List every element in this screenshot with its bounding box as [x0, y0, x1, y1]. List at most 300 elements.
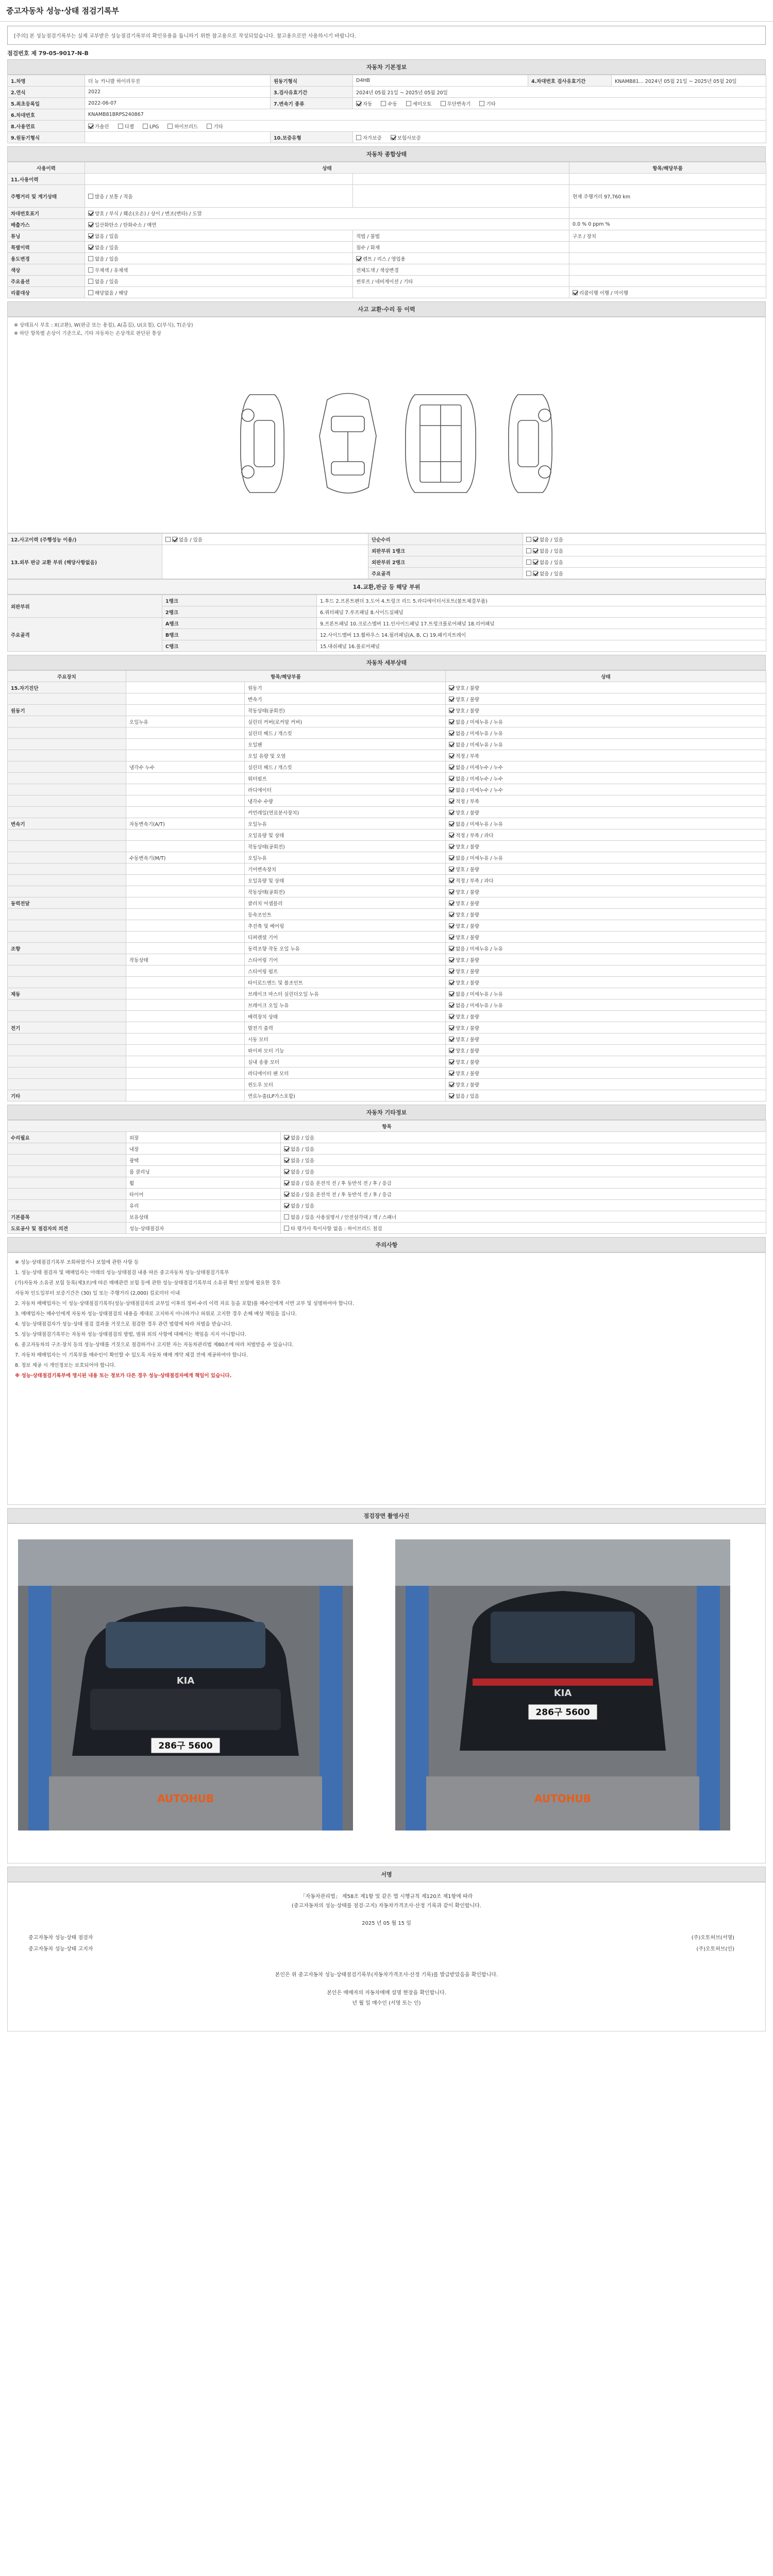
detail-subgroup	[126, 1045, 245, 1056]
checkbox-rent	[356, 256, 361, 261]
detail-subgroup	[126, 931, 245, 943]
detail-group	[8, 909, 126, 920]
detail-subgroup	[126, 1022, 245, 1033]
general-row-label: 주행거리 및 계기상태	[8, 185, 85, 208]
detail-checkbox	[449, 844, 454, 849]
notifier-name: (주)오토허브(인)	[696, 1946, 734, 1952]
detail-state-text: 양호 / 불량	[456, 810, 479, 816]
front-photo	[18, 1539, 353, 1831]
exchange-parts-table	[7, 595, 766, 652]
detail-checkbox	[449, 719, 454, 724]
general-row	[8, 185, 766, 208]
detail-state	[446, 727, 766, 739]
other-group: 수리필요	[8, 1132, 126, 1143]
detail-state-text: 없음 / 미세누수 / 누수	[456, 776, 503, 782]
other-item: 성능·상태점검자	[126, 1223, 281, 1234]
detail-item: 작동상태(공회전)	[245, 841, 446, 852]
detail-group	[8, 852, 126, 863]
detail-subgroup: 냉각수 누수	[126, 761, 245, 773]
detail-item: 타이로드엔드 및 볼조인트	[245, 977, 446, 988]
detail-subgroup	[126, 739, 245, 750]
detail-item: 작동상태(공회전)	[245, 886, 446, 897]
detail-checkbox	[449, 799, 454, 804]
frame-rank-label: B랭크	[162, 629, 317, 640]
detail-group	[8, 1011, 126, 1022]
detail-item: 스티어링 기어	[245, 954, 446, 965]
checkbox-lpg	[143, 124, 148, 129]
detail-item: 워터펌프	[245, 773, 446, 784]
other-info-table	[7, 1120, 766, 1234]
detail-row	[8, 1022, 766, 1033]
general-row-label: 튜닝	[8, 230, 85, 242]
general-row	[8, 219, 766, 230]
accident-value: 없음 / 있음	[162, 534, 368, 545]
detail-state-text: 없음 / 미세누유 / 누유	[456, 821, 503, 827]
panel-exchange-value	[162, 545, 368, 579]
detail-row	[8, 943, 766, 954]
detail-row	[8, 920, 766, 931]
damage-legend-note: ※ 하단 항목별 손상이 기준으로, 기타 자동차는 손상개로 판단된 통상	[14, 331, 161, 336]
detail-checkbox	[449, 1003, 454, 1008]
other-group	[8, 1166, 126, 1177]
general-row-b: 썬루프 / 네비게이션 / 기타	[353, 276, 569, 287]
notes-line: 5. 성능·상태점검기록부는 자동차 성능·상태점검의 방법, 범위 외의 사항에 대해서는 책임을 지지 아니합니다.	[15, 1332, 246, 1337]
detail-checkbox	[449, 1048, 454, 1053]
general-row-label: 리콜대상	[8, 287, 85, 298]
detail-row	[8, 1033, 766, 1045]
detail-state	[446, 1033, 766, 1045]
detail-state-text: 양호 / 불량	[456, 685, 479, 691]
general-row-c	[569, 174, 766, 185]
rear-badge: KIA	[553, 1688, 572, 1699]
other-state-text: 타 평가사 특이사항 없음 : 하이브리드 점검	[291, 1226, 382, 1232]
detail-state-text: 없음 / 미세누유 / 누유	[456, 855, 503, 861]
basic-value-year: 2022	[85, 87, 271, 98]
checkbox-usage-none	[88, 256, 93, 261]
basic-value-inspection: 2024년 05월 21일 ~ 2025년 05월 20일	[353, 87, 766, 98]
frame-rank-parts: 6.쿼터패널 7.루프패널 8.사이드실패널	[317, 606, 766, 618]
detail-state	[446, 1079, 766, 1090]
simple-repair-value: 없음 / 있음	[523, 534, 766, 545]
detail-checkbox	[449, 685, 454, 690]
general-row-a: 양호 / 부식 / 훼손(오손) / 상이 / 변조(변타) / 도말	[85, 208, 569, 219]
detail-checkbox	[449, 1037, 454, 1042]
photos-title: 점검장면 촬영사진	[7, 1508, 766, 1523]
other-item: 외장	[126, 1132, 281, 1143]
detail-row	[8, 739, 766, 750]
other-group	[8, 1143, 126, 1155]
general-head-usage: 사용이력	[8, 162, 85, 174]
detail-row	[8, 761, 766, 773]
detail-subgroup: 오일누유	[126, 716, 245, 727]
detail-item: 연료누출(LP가스포함)	[245, 1090, 446, 1101]
checkbox-auto	[356, 101, 361, 106]
detail-state	[446, 886, 766, 897]
general-row-a: 없음 / 있음	[85, 276, 353, 287]
other-group	[8, 1200, 126, 1211]
detail-row	[8, 909, 766, 920]
notes-line: 8. 정보 제공 시 개인정보는 보호되어야 합니다.	[15, 1363, 116, 1368]
other-group	[8, 1155, 126, 1166]
other-checkbox	[284, 1203, 289, 1208]
detail-checkbox	[449, 935, 454, 940]
detail-item: 오일팬	[245, 739, 446, 750]
detail-group: 조향	[8, 943, 126, 954]
checkbox-hybrid	[167, 124, 173, 129]
detail-subgroup	[126, 705, 245, 716]
detail-state	[446, 818, 766, 829]
detail-group: 기타	[8, 1090, 126, 1101]
detail-row	[8, 716, 766, 727]
detail-state-text: 양호 / 불량	[456, 844, 479, 850]
general-row	[8, 264, 766, 276]
general-row-label: 주요옵션	[8, 276, 85, 287]
detail-group: 변속기	[8, 818, 126, 829]
detail-state	[446, 807, 766, 818]
checkbox-insurance-warranty	[391, 135, 396, 140]
front-watermark: AUTOHUB	[157, 1792, 214, 1805]
detail-subgroup	[126, 977, 245, 988]
detail-subgroup	[126, 693, 245, 705]
detail-state	[446, 682, 766, 693]
outer-panel-group: 외판부위	[8, 595, 162, 618]
detail-state	[446, 852, 766, 863]
detail-item: 배력장치 상태	[245, 1011, 446, 1022]
checkbox-recall-done	[573, 290, 578, 295]
general-head-state: 상태	[85, 162, 569, 174]
checkbox-frame-none	[526, 571, 531, 576]
general-row-label: 배출가스	[8, 219, 85, 230]
inspector-label: 중고자동차 성능·상태 점검자	[28, 1935, 93, 1941]
detail-item: 원동기	[245, 682, 446, 693]
general-row-b: 렌트 / 리스 / 영업용	[353, 253, 569, 264]
detail-row	[8, 841, 766, 852]
detail-group	[8, 784, 126, 795]
other-item: 유리	[126, 1200, 281, 1211]
document-title: 중고자동차 성능·상태 점검기록부	[6, 6, 120, 15]
detail-state-text: 양호 / 불량	[456, 912, 479, 918]
detail-item: 오일 유량 및 오염	[245, 750, 446, 761]
general-row-a: 많음 / 보통 / 적음	[85, 185, 353, 208]
detail-subgroup	[126, 1090, 245, 1101]
detail-group	[8, 1067, 126, 1079]
checkbox-semi	[406, 101, 411, 106]
detail-row	[8, 1067, 766, 1079]
other-row	[8, 1211, 766, 1223]
checkbox-frame-yes	[533, 571, 538, 576]
notes-line: ※ 성능·상태점검기록부 조회하였거나 보험에 관한 사항 등	[15, 1260, 139, 1265]
detail-item: 변속기	[245, 693, 446, 705]
detail-state	[446, 988, 766, 999]
detail-item: 실린더 커버(로커암 커버)	[245, 716, 446, 727]
document-header	[0, 0, 773, 22]
other-state	[281, 1143, 766, 1155]
other-item: 휠	[126, 1177, 281, 1189]
detail-item: 동력조향 작동 오일 누유	[245, 943, 446, 954]
detail-state	[446, 965, 766, 977]
other-checkbox	[284, 1146, 289, 1151]
detail-group: 원동기	[8, 705, 126, 716]
general-row	[8, 276, 766, 287]
detail-item: 추진축 및 베어링	[245, 920, 446, 931]
frame-rank-label: 1랭크	[162, 595, 317, 606]
detail-state-text: 양호 / 불량	[456, 923, 479, 929]
detail-state	[446, 1011, 766, 1022]
general-row-c	[569, 242, 766, 253]
notifier-label: 중고자동차 성능·상태 고지자	[28, 1946, 93, 1952]
detail-row	[8, 773, 766, 784]
detail-group	[8, 807, 126, 818]
detail-item: 디퍼렌셜 기어	[245, 931, 446, 943]
detail-checkbox	[449, 1082, 454, 1087]
checkbox-other-trans	[479, 101, 484, 106]
detail-group	[8, 693, 126, 705]
general-row-c: 구조 / 장치	[569, 230, 766, 242]
buyer-statement: 본인은 매매자의 자동차매매 설명 현장을 확인합니다.	[327, 1990, 446, 1996]
general-row-c	[569, 276, 766, 287]
detail-row	[8, 852, 766, 863]
detail-group	[8, 875, 126, 886]
checkbox-rank1-yes	[533, 548, 538, 553]
detail-state-text: 없음 / 미세누유 / 누유	[456, 946, 503, 952]
detail-row	[8, 807, 766, 818]
detail-state-text: 양호 / 불량	[456, 708, 479, 714]
other-item: 광택	[126, 1155, 281, 1166]
checkbox-special-none	[88, 245, 93, 250]
detail-head-item: 항목/해당부품	[126, 671, 446, 682]
detail-checkbox	[449, 878, 454, 883]
damage-title: 사고 교환·수리 등 이력	[7, 301, 766, 317]
general-row-b	[353, 174, 569, 185]
detail-state	[446, 795, 766, 807]
basic-info-title: 자동차 기본정보	[7, 59, 766, 75]
detail-group	[8, 1033, 126, 1045]
detail-subgroup	[126, 1067, 245, 1079]
other-row	[8, 1223, 766, 1234]
other-state-text: 없음 / 있음	[291, 1169, 314, 1175]
other-row	[8, 1155, 766, 1166]
detail-state	[446, 750, 766, 761]
detail-state-text: 양호 / 불량	[456, 901, 479, 907]
detail-state-text: 양호 / 불량	[456, 1037, 479, 1043]
detail-state-text: 없음 / 미세누유 / 누유	[456, 731, 503, 737]
detail-checkbox	[449, 1025, 454, 1030]
general-row	[8, 230, 766, 242]
detail-checkbox	[449, 1071, 454, 1076]
other-checkbox	[284, 1192, 289, 1197]
notes-line: (가)자동차 소유권 보험 등록(제3조)에 따른 매매관련 보험 등에 관한 성능·상태점검기록부의 소유권 확인 보험에 필요한 경우	[15, 1280, 281, 1286]
detail-checkbox	[449, 923, 454, 928]
other-item: 룸 클리닝	[126, 1166, 281, 1177]
detail-item: 커먼레일(연료분사장치)	[245, 807, 446, 818]
detail-row	[8, 1011, 766, 1022]
general-row-a: 없음 / 있음	[85, 230, 353, 242]
outer-rank2-label: 외판부위 2랭크	[368, 556, 523, 568]
panel-exchange-label: 13.외부 판금 교환 부위 (해당사항없음)	[8, 545, 162, 579]
detail-checkbox	[449, 753, 454, 758]
detail-group	[8, 886, 126, 897]
checkbox-rank2-yes	[533, 560, 538, 565]
other-checkbox	[284, 1135, 289, 1140]
detail-row	[8, 977, 766, 988]
detail-group	[8, 716, 126, 727]
detail-item: 오일누유	[245, 852, 446, 863]
detail-item: 브레이크 마스터 실린더오일 누유	[245, 988, 446, 999]
detail-subgroup: 수동변속기(M/T)	[126, 852, 245, 863]
general-row-c: 리콜이행 이행 / 미이행	[569, 287, 766, 298]
detail-state	[446, 1067, 766, 1079]
other-state	[281, 1223, 766, 1234]
notes-line: 2. 자동차 매매업자는 이 성능·상태점검기록부(성능·상태점검자의 교부일 이후의 정비·수리 이력 자료 등을 포함)를 매수인에게 서면 교부 및 설명하여야 합니다.	[15, 1301, 355, 1307]
basic-value-motor	[85, 132, 271, 143]
detail-group	[8, 750, 126, 761]
detail-item: 실내 송풍 모터	[245, 1056, 446, 1067]
detail-state-text: 양호 / 불량	[456, 935, 479, 941]
detail-group	[8, 965, 126, 977]
detail-checkbox	[449, 731, 454, 736]
general-row-label: 특별이력	[8, 242, 85, 253]
notes-line: 3. 매매업자는 매수인에게 자동차 성능·상태점검의 내용을 제대로 고지하지 아니하거나 허위로 고지한 경우 손해 배상 책임을 집니다.	[15, 1311, 297, 1317]
detail-subgroup	[126, 750, 245, 761]
other-state	[281, 1177, 766, 1189]
basic-value-warranty: 자가보증 보험사보증	[353, 132, 766, 143]
detail-row	[8, 727, 766, 739]
exchange-parts-title: 14.교환,판금 등 해당 부위	[7, 579, 766, 595]
detail-group	[8, 829, 126, 841]
car-outline-diagram	[229, 384, 559, 503]
detail-subgroup	[126, 841, 245, 852]
sign-title: 서명	[7, 1867, 766, 1882]
detail-state-text: 적정 / 부족 / 과다	[456, 833, 494, 839]
other-checkbox	[284, 1158, 289, 1163]
basic-label-registered: 5.최초등록일	[8, 98, 85, 109]
basic-label-motor: 9.원동기형식	[8, 132, 85, 143]
general-row	[8, 208, 766, 219]
detail-state	[446, 716, 766, 727]
frame-rank-parts: 15.대쉬패널 16.플로어패널	[317, 640, 766, 652]
detail-group	[8, 739, 126, 750]
general-row-a: 없음 / 있음	[85, 253, 353, 264]
detail-state	[446, 773, 766, 784]
detail-group: 전기	[8, 1022, 126, 1033]
detail-subgroup	[126, 727, 245, 739]
main-frame-label: 주요골격	[368, 568, 523, 579]
damage-legend-symbols: ※ 상태표시 부호 : X(교환), W(판금 또는 용접), A(흠집), U(요철), C(부식), T(손상)	[14, 323, 193, 328]
detail-state	[446, 739, 766, 750]
notes-title: 주의사항	[7, 1237, 766, 1252]
other-checkbox	[284, 1214, 289, 1219]
notes-line: 1. 성능·상태 점검자 및 매매업자는 아래의 성능·상태점검 내용 따른 중고자동차 성능·상태점검기록부	[15, 1270, 229, 1276]
other-row	[8, 1200, 766, 1211]
other-checkbox	[284, 1226, 289, 1231]
sign-box	[7, 1882, 766, 2031]
detail-row	[8, 875, 766, 886]
detail-item: 와이퍼 모터 기능	[245, 1045, 446, 1056]
detail-group	[8, 773, 126, 784]
detail-item: 등속조인트	[245, 909, 446, 920]
general-row-c	[569, 208, 766, 219]
detail-item: 윈도우 모터	[245, 1079, 446, 1090]
detail-group	[8, 863, 126, 875]
general-head-parts: 항목/해당부품	[569, 162, 766, 174]
other-group: 도로공사 및 점검자의 의견	[8, 1223, 126, 1234]
detail-state-text: 양호 / 불량	[456, 957, 479, 963]
detail-state	[446, 875, 766, 886]
detail-item: 라디에이터 팬 모터	[245, 1067, 446, 1079]
detail-head-device: 주요장치	[8, 671, 126, 682]
other-group	[8, 1189, 126, 1200]
other-checkbox	[284, 1169, 289, 1174]
detail-subgroup	[126, 1056, 245, 1067]
basic-value-vin2: KNAMB81BRPS240867	[85, 109, 766, 121]
checkbox-repair-yes	[533, 537, 538, 542]
notes-line: 자동차 인도일부터 보증기간은 (30) 일 또는 주행거리 (2,000) 킬로미터 이내	[15, 1291, 180, 1296]
notes-box	[7, 1252, 766, 1505]
detail-subgroup	[126, 965, 245, 977]
detail-subgroup: 작동상태	[126, 954, 245, 965]
general-state-title: 자동차 종합상태	[7, 146, 766, 162]
detail-state-text: 양호 / 불량	[456, 1048, 479, 1054]
checkbox-mileage-many	[88, 194, 93, 199]
basic-label-vin: 4.차대번호 검사유효기간	[528, 75, 612, 87]
notes-line: 7. 자동차 매매업자는 이 기록부를 매수인이 확인할 수 있도록 자동차 매매 계약 체결 전에 제공하여야 합니다.	[15, 1352, 248, 1358]
detail-row	[8, 784, 766, 795]
detail-subgroup	[126, 943, 245, 954]
basic-value-vin: KNAMB81... 2024년 05월 21일 ~ 2025년 05월 20일	[612, 75, 766, 87]
general-row-c	[569, 264, 766, 276]
checkbox-achromatic	[88, 267, 93, 273]
basic-label-inspection: 3.검사유효기간	[271, 87, 353, 98]
frame-rank-label: A랭크	[162, 618, 317, 629]
detail-group	[8, 795, 126, 807]
detail-subgroup	[126, 863, 245, 875]
detail-row	[8, 682, 766, 693]
detail-state-text: 없음 / 미세누유 / 누유	[456, 1003, 503, 1009]
checkbox-rank2-none	[526, 560, 531, 565]
checkbox-accident-none	[165, 537, 171, 542]
detail-group	[8, 761, 126, 773]
general-row-c	[569, 253, 766, 264]
general-row	[8, 253, 766, 264]
checkbox-manual	[381, 101, 386, 106]
basic-value-engine: D4HB	[353, 75, 528, 87]
main-frame-value: 없음 / 있음	[523, 568, 766, 579]
detail-checkbox	[449, 980, 454, 985]
other-state-text: 없음 / 있음	[291, 1135, 314, 1141]
detail-subgroup	[126, 999, 245, 1011]
other-info-title: 자동차 기타정보	[7, 1105, 766, 1120]
detail-subgroup	[126, 784, 245, 795]
detail-state	[446, 1022, 766, 1033]
detail-row	[8, 965, 766, 977]
detail-checkbox	[449, 867, 454, 872]
detail-item: 브레이크 오일 누유	[245, 999, 446, 1011]
other-checkbox	[284, 1180, 289, 1185]
detail-state-text: 양호 / 불량	[456, 980, 479, 986]
checkbox-accident-yes	[172, 537, 177, 542]
frame-rank-parts: 12.사이드멤버 13.휠하우스 14.필러패널(A, B, C) 19.패키지트레이	[317, 629, 766, 640]
general-row-b	[353, 287, 569, 298]
other-state-text: 없음 / 있음	[291, 1158, 314, 1164]
checkbox-repair-none	[526, 537, 531, 542]
detail-checkbox	[449, 991, 454, 996]
detail-state-text: 없음 / 미세누유 / 누유	[456, 991, 503, 997]
detail-state	[446, 761, 766, 773]
basic-label-fuel: 8.사용연료	[8, 121, 85, 132]
checkbox-tuning-none	[88, 233, 93, 239]
basic-value-fuel: 가솔린 디젤 LPG 하이브리드 기타	[85, 121, 766, 132]
detail-state	[446, 920, 766, 931]
